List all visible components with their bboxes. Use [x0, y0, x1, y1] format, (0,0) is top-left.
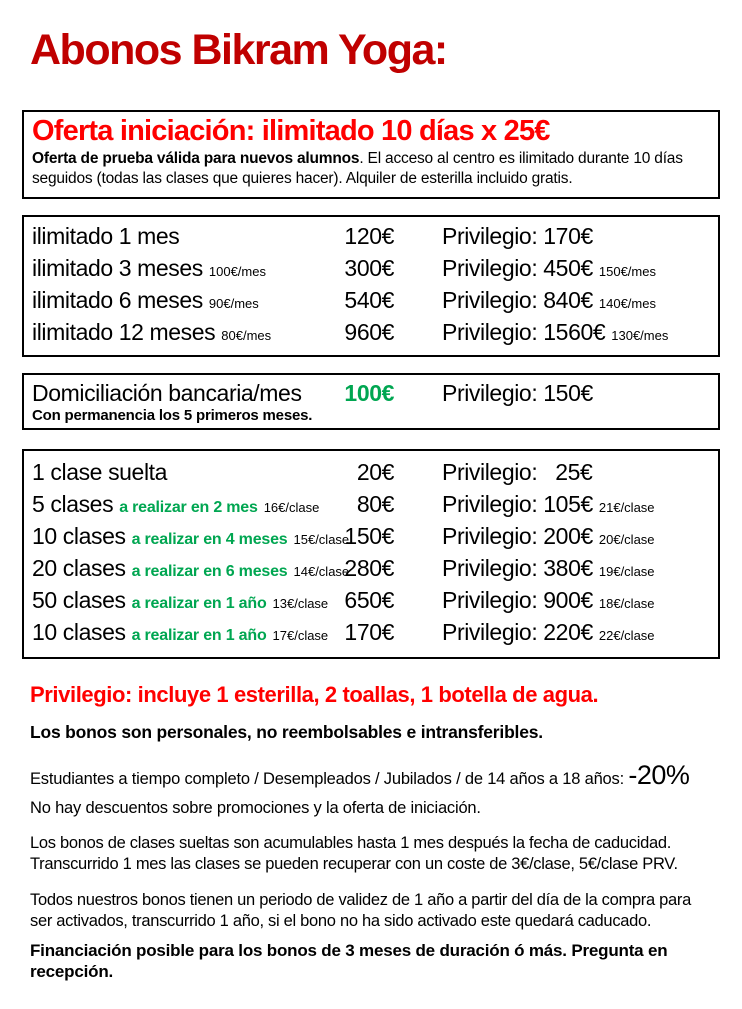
plan-price: 100€ — [344, 380, 394, 406]
privilege-price: Privilegio: 450€ 150€/mes — [442, 255, 656, 281]
discount-line — [30, 760, 720, 790]
plan-label: 50 clases a realizar en 1 año 13€/clase — [32, 587, 329, 613]
price-row — [32, 522, 710, 554]
page-title: Abonos Bikram Yoga: — [30, 26, 447, 74]
plan-price: 650€ — [344, 587, 394, 613]
price-row — [32, 586, 710, 618]
plan-label: 10 clases a realizar en 4 meses 15€/clase — [32, 523, 350, 549]
discount-value: -20% — [628, 760, 690, 790]
price-row — [32, 618, 710, 650]
privilege-includes-note: Privilegio: incluye 1 esterilla, 2 toallas, 1 botella de agua. — [30, 682, 599, 707]
privilege-price: Privilegio: 25€ — [442, 459, 593, 485]
price-row — [32, 379, 710, 407]
direct-debit-box — [22, 373, 720, 430]
offer-description — [32, 149, 708, 189]
price-row — [32, 490, 710, 522]
offer-description-lead: Oferta de prueba válida para nuevos alumnos — [32, 150, 360, 167]
plan-label: 20 clases a realizar en 6 meses 14€/clase — [32, 555, 350, 581]
plan-label: ilimitado 12 meses 80€/mes — [32, 319, 272, 345]
price-row — [32, 554, 710, 586]
permanence-note: Con permanencia los 5 primeros meses. — [32, 407, 313, 424]
price-row — [32, 286, 710, 318]
no-discount-note: No hay descuentos sobre promociones y la oferta de iniciación. — [30, 799, 481, 817]
plan-label: 1 clase suelta — [32, 459, 168, 485]
plan-label: ilimitado 1 mes — [32, 223, 180, 249]
pricing-sheet — [0, 27, 742, 1009]
plan-price: 170€ — [344, 619, 394, 645]
plan-price: 540€ — [344, 287, 394, 313]
plan-price: 150€ — [344, 523, 394, 549]
plan-price: 80€ — [356, 491, 394, 517]
privilege-price: Privilegio: 105€ 21€/clase — [442, 491, 655, 517]
plan-price: 120€ — [344, 223, 394, 249]
class-packs-box — [22, 449, 720, 659]
plan-price: 300€ — [344, 255, 394, 281]
offer-heading: Oferta iniciación: ilimitado 10 días x 25€ — [32, 115, 550, 147]
privilege-price: Privilegio: 200€ 20€/clase — [442, 523, 655, 549]
plan-price: 280€ — [344, 555, 394, 581]
privilege-price: Privilegio: 380€ 19€/clase — [442, 555, 655, 581]
price-row — [32, 222, 710, 254]
intro-offer-box — [22, 110, 720, 199]
price-row — [32, 318, 710, 350]
plan-label: 5 clases a realizar en 2 mes 16€/clase — [32, 491, 320, 517]
unlimited-pricing-box — [22, 215, 720, 357]
discount-text: Estudiantes a tiempo completo / Desempleados / Jubilados / de 14 años a 18 años: — [30, 770, 629, 788]
privilege-price: Privilegio: 170€ — [442, 223, 593, 249]
price-row — [32, 254, 710, 286]
financing-note: Financiación posible para los bonos de 3 meses de duración ó más. Pregunta en recepción. — [30, 941, 668, 981]
privilege-price: Privilegio: 1560€ 130€/mes — [442, 319, 669, 345]
privilege-price: Privilegio: 840€ 140€/mes — [442, 287, 656, 313]
expiry-note: Los bonos de clases sueltas son acumulables hasta 1 mes después la fecha de caducidad. Transcurrido 1 mes las clases se pueden recuperar con un coste de 3€/clase, 5€/clase PRV. — [30, 834, 678, 873]
validity-note: Todos nuestros bonos tienen un periodo de validez de 1 año a partir del día de la compra para ser activados, transcurrido 1 año, si el bono no ha sido activado este quedará caducado. — [30, 891, 691, 930]
privilege-price: Privilegio: 220€ 22€/clase — [442, 619, 655, 645]
plan-price: 960€ — [344, 319, 394, 345]
privilege-price: Privilegio: 900€ 18€/clase — [442, 587, 655, 613]
personal-note: Los bonos son personales, no reembolsables e intransferibles. — [30, 722, 543, 742]
privilege-price: Privilegio: 150€ — [442, 380, 593, 406]
plan-label: Domiciliación bancaria/mes — [32, 380, 302, 406]
plan-label: ilimitado 6 meses 90€/mes — [32, 287, 259, 313]
offer-description-rest: . El acceso al centro es ilimitado durante 10 días seguidos (todas las clases que quieres hacer). Alquiler de esterilla incluido gratis. — [32, 150, 683, 187]
price-row — [32, 458, 710, 490]
plan-price: 20€ — [356, 459, 394, 485]
plan-label: ilimitado 3 meses 100€/mes — [32, 255, 266, 281]
plan-label: 10 clases a realizar en 1 año 17€/clase — [32, 619, 329, 645]
